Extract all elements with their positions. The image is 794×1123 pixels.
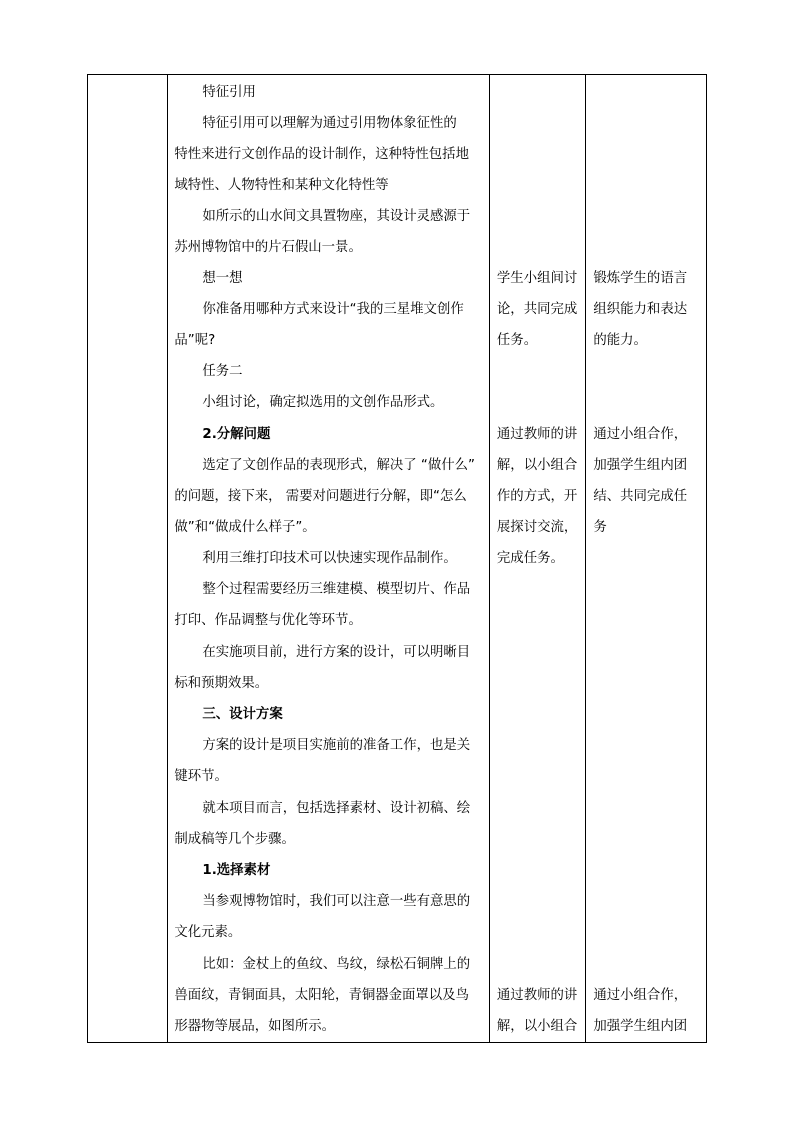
content-line: 整个过程需要经历三维建模、模型切片、作品 <box>202 582 471 597</box>
content-line: 打印、作品调整与优化等环节。 <box>174 613 362 628</box>
lesson-plan-table <box>87 74 707 1043</box>
content-line: 域特性、人物特性和某种文化特性等 <box>174 178 389 193</box>
content-line: 就本项目而言，包括选择素材、设计初稿、绘 <box>202 801 471 816</box>
content-line: 想一想 <box>202 271 243 286</box>
activity-line: 展探讨交流， <box>496 520 578 535</box>
intent-line: 通过小组合作， <box>593 427 688 442</box>
section-heading: 三、设计方案 <box>202 707 283 722</box>
activity-line: 完成任务。 <box>496 551 564 566</box>
content-line: 品”呢? <box>174 333 216 348</box>
intent-line: 务 <box>593 520 607 535</box>
intent-line: 锻炼学生的语言 <box>593 271 688 286</box>
content-line: 制成稿等几个步骤。 <box>174 832 295 847</box>
content-line: 标和预期效果。 <box>174 676 269 691</box>
content-line: 你准备用哪种方式来设计“我的三星堆文创作 <box>202 302 464 317</box>
content-line: 做”和“做成什么样子”。 <box>174 520 316 535</box>
activity-line: 通过教师的讲 <box>496 988 578 1003</box>
intent-line: 的能力。 <box>593 333 647 348</box>
content-line: 特征引用可以理解为通过引用物体象征性的 <box>202 116 457 131</box>
intent-line: 加强学生组内团 <box>593 458 688 473</box>
content-line: 的问题，接下来， 需要对问题进行分解，即“怎么 <box>174 489 467 504</box>
intent-line: 通过小组合作， <box>593 988 688 1003</box>
activity-line: 解，以小组合 <box>496 1019 578 1034</box>
table-row <box>88 75 707 1043</box>
design-intent-column-cell <box>586 75 707 1043</box>
content-line: 苏州博物馆中的片石假山一景。 <box>174 240 362 255</box>
content-line: 特征引用 <box>202 85 256 100</box>
intent-line: 结、共同完成任 <box>593 489 688 504</box>
content-line: 小组讨论，确定拟选用的文创作品形式。 <box>202 395 444 410</box>
student-activity-column-cell <box>489 75 585 1043</box>
activity-line: 解，以小组合 <box>496 458 578 473</box>
intent-line: 组织能力和表达 <box>593 302 688 317</box>
section-heading: 1.选择素材 <box>202 863 271 878</box>
content-line: 方案的设计是项目实施前的准备工作，也是关 <box>202 738 471 753</box>
activity-line: 任务。 <box>496 333 538 348</box>
content-column-cell <box>168 75 490 1043</box>
activity-line: 论，共同完成 <box>496 302 578 317</box>
content-line: 利用三维打印技术可以快速实现作品制作。 <box>202 551 457 566</box>
intent-line: 加强学生组内团 <box>593 1019 688 1034</box>
content-line: 文化元素。 <box>174 925 242 940</box>
content-line: 键环节。 <box>174 769 228 784</box>
section-heading: 2.分解问题 <box>202 427 271 442</box>
content-line: 当参观博物馆时，我们可以注意一些有意思的 <box>202 894 471 909</box>
content-line: 兽面纹，青铜面具，太阳轮，青铜器金面罩以及鸟 <box>174 988 469 1003</box>
content-line: 在实施项目前，进行方案的设计，可以明晰目 <box>202 645 471 660</box>
content-line: 形器物等展品，如图所示。 <box>174 1019 336 1034</box>
content-line: 比如：金杖上的鱼纹、鸟纹，绿松石铜牌上的 <box>202 957 471 972</box>
content-line: 如所示的山水间文具置物座，其设计灵感源于 <box>202 209 471 224</box>
activity-line: 作的方式，开 <box>496 489 578 504</box>
content-line: 选定了文创作品的表现形式，解决了 “做什么” <box>202 458 475 473</box>
content-line: 特性来进行文创作品的设计制作，这种特性包括地 <box>174 147 469 162</box>
content-line: 任务二 <box>202 364 243 379</box>
stage-column-cell <box>88 75 168 1043</box>
activity-line: 学生小组间讨 <box>496 271 578 286</box>
activity-line: 通过教师的讲 <box>496 427 578 442</box>
